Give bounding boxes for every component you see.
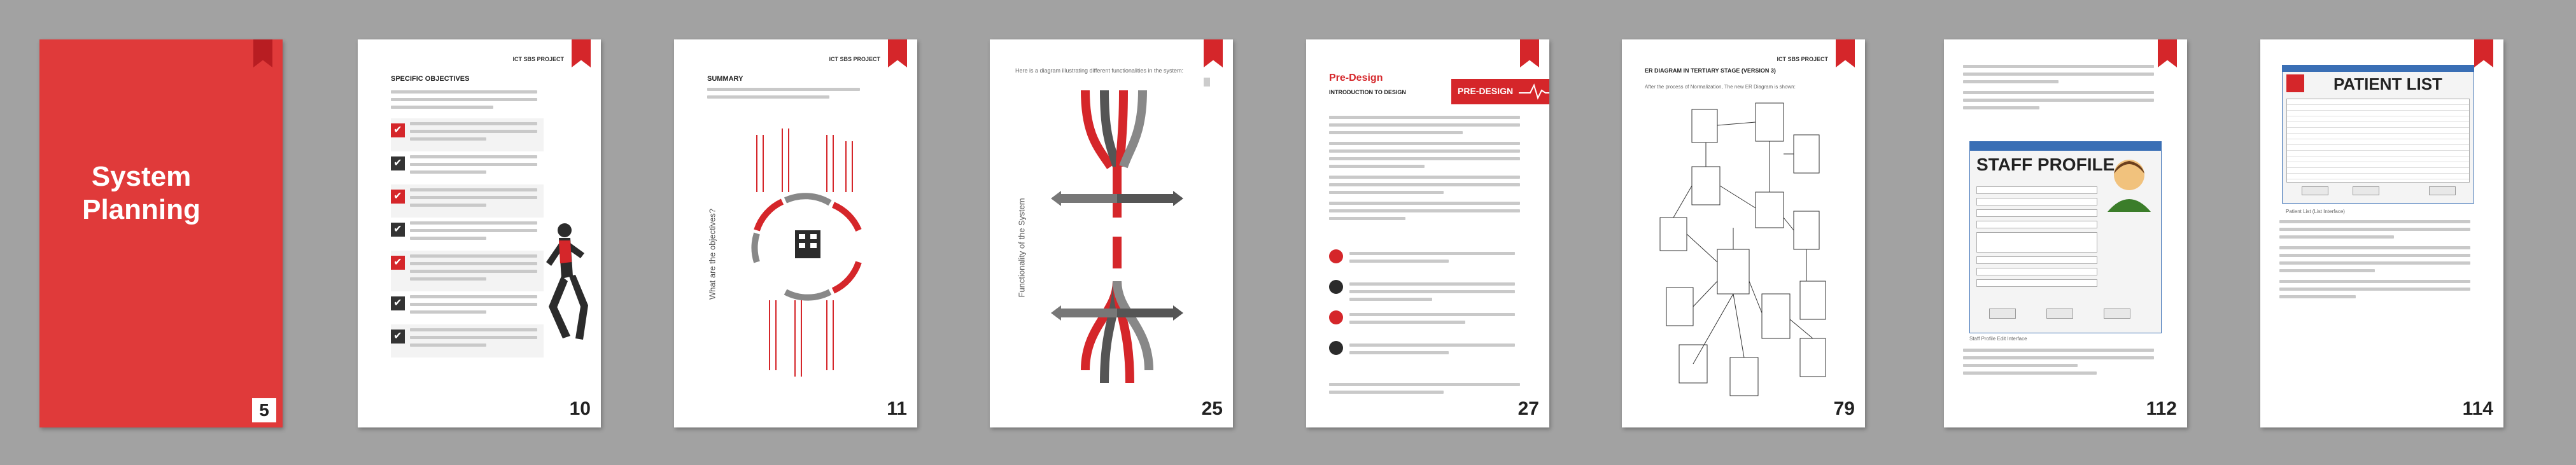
patient-list-window[interactable] <box>2282 65 2474 204</box>
window-titlebar[interactable] <box>1970 142 2161 151</box>
form-field[interactable] <box>1976 268 2097 275</box>
design-goals-list <box>1329 249 1520 371</box>
window-title: STAFF PROFILE <box>1976 155 2115 174</box>
page-summary[interactable] <box>674 39 917 427</box>
save-button[interactable] <box>1989 309 2016 319</box>
window-caption: Staff Profile Edit Interface <box>1969 336 2027 342</box>
form-field[interactable] <box>1976 279 2097 287</box>
description-text <box>2279 220 2470 303</box>
window-titlebar[interactable] <box>2283 66 2474 72</box>
page-title: SUMMARY <box>707 75 743 83</box>
page-title: Pre-Design <box>1329 73 1383 83</box>
sql-text <box>1963 65 2154 114</box>
page-header: ICT SBS PROJECT <box>512 56 564 62</box>
description-text <box>1963 349 2154 379</box>
diagram-caption: After the process of Normalization, The new ER Diagram is shown: <box>1645 84 1796 90</box>
page-number: 11 <box>887 398 907 419</box>
page-title: SPECIFIC OBJECTIVES <box>391 75 470 83</box>
functionality-diagram <box>990 39 1233 427</box>
form-field[interactable] <box>1976 221 2097 228</box>
bookmark-ribbon-icon <box>1520 39 1539 67</box>
cover-title: System Planning <box>82 161 201 225</box>
page-number: 112 <box>2146 398 2177 419</box>
page-subtitle: INTRODUCTION TO DESIGN <box>1329 89 1406 95</box>
quality-icon <box>1329 249 1343 263</box>
diagram-caption: Here is a diagram illustrating different functionalities in the system: <box>1015 67 1183 74</box>
page-cover[interactable] <box>39 39 283 427</box>
form-field[interactable] <box>1976 232 2097 253</box>
checkbox-icon: ✔ <box>391 296 405 310</box>
checkbox-icon: ✔ <box>391 330 405 344</box>
page-staff-profile[interactable] <box>1944 39 2187 427</box>
management-icon <box>1329 280 1343 294</box>
page-patient-list[interactable] <box>2260 39 2503 427</box>
runner-illustration <box>358 39 601 427</box>
page-number: 114 <box>2462 398 2493 419</box>
page-number: 5 <box>252 398 276 422</box>
er-diagram <box>1622 39 1865 427</box>
checkbox-icon: ✔ <box>391 156 405 170</box>
page-er-diagram[interactable] <box>1622 39 1865 427</box>
window-caption: Patient List (List Interface) <box>2286 209 2345 214</box>
objectives-diagram <box>674 39 917 427</box>
utilization-icon <box>1329 341 1343 355</box>
page-functionality[interactable] <box>990 39 1233 427</box>
closing-text <box>1329 383 1520 398</box>
page-title: ER DIAGRAM IN TERTIARY STAGE (VERSION 3) <box>1645 67 1776 74</box>
form-field[interactable] <box>1976 256 2097 264</box>
form-field[interactable] <box>1976 186 2097 194</box>
page-pre-design[interactable] <box>1306 39 1549 427</box>
delete-button[interactable] <box>2046 309 2073 319</box>
body-text <box>1329 116 1520 225</box>
page-header: ICT SBS PROJECT <box>829 56 880 62</box>
checkbox-icon: ✔ <box>391 256 405 270</box>
page-number: 27 <box>1517 398 1539 419</box>
cost-icon <box>1329 310 1343 324</box>
bookmark-ribbon-icon <box>2158 39 2177 67</box>
checkbox-icon: ✔ <box>391 190 405 204</box>
patient-table[interactable] <box>2286 99 2470 183</box>
edit-button[interactable] <box>2353 186 2379 195</box>
vertical-label: What are the objectives? <box>707 208 717 300</box>
page-specific-objectives[interactable] <box>358 39 601 427</box>
page-number: 10 <box>569 398 591 419</box>
checkbox-icon: ✔ <box>391 123 405 137</box>
bookmark-ribbon-icon <box>253 39 272 67</box>
avatar-icon <box>2104 155 2155 212</box>
pulse-icon <box>1519 79 1549 104</box>
cancel-button[interactable] <box>2104 309 2130 319</box>
vertical-label: Functionality of the System <box>1017 198 1027 298</box>
bookmark-ribbon-icon <box>2474 39 2493 67</box>
hospital-logo-icon <box>2286 74 2304 92</box>
add-button[interactable] <box>2302 186 2328 195</box>
page-header: ICT SBS PROJECT <box>1777 56 1828 62</box>
page-number: 79 <box>1833 398 1855 419</box>
back-button[interactable] <box>2429 186 2456 195</box>
staff-profile-window[interactable] <box>1969 141 2162 333</box>
page-number: 25 <box>1201 398 1223 419</box>
form-field[interactable] <box>1976 209 2097 217</box>
checkbox-icon: ✔ <box>391 223 405 237</box>
window-title: PATIENT LIST <box>2333 74 2442 94</box>
form-field[interactable] <box>1976 198 2097 205</box>
pre-design-banner: PRE-DESIGN <box>1451 79 1549 104</box>
